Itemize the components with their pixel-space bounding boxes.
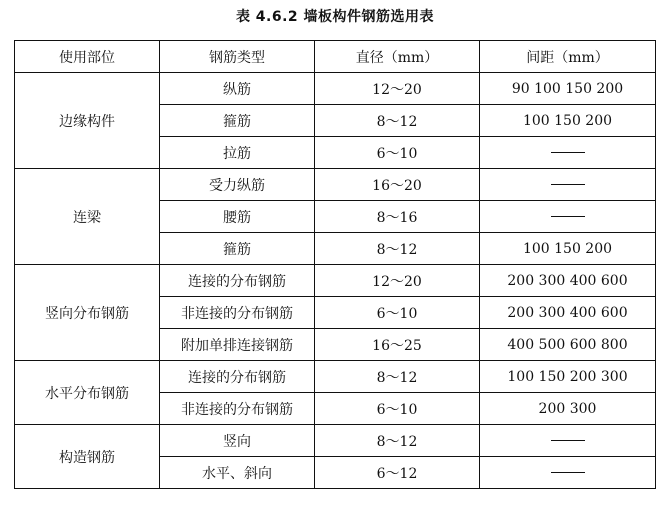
cell-diameter: 6～12 (315, 457, 480, 489)
cell-diameter: 16～25 (315, 329, 480, 361)
table-row (15, 265, 656, 297)
cell-diameter: 6～10 (315, 137, 480, 169)
cell-rebar-type: 附加单排连接钢筋 (160, 329, 315, 361)
cell-rebar-type: 连接的分布钢筋 (160, 361, 315, 393)
cell-part: 水平分布钢筋 (15, 361, 160, 425)
dash-mark (551, 184, 585, 185)
table-row (15, 73, 656, 105)
dash-mark (551, 216, 585, 217)
cell-spacing (480, 201, 656, 233)
cell-spacing: 100 150 200 (480, 105, 656, 137)
cell-diameter: 8～12 (315, 233, 480, 265)
cell-rebar-type: 箍筋 (160, 105, 315, 137)
table-row (15, 361, 656, 393)
cell-part: 构造钢筋 (15, 425, 160, 489)
cell-rebar-type: 非连接的分布钢筋 (160, 393, 315, 425)
cell-rebar-type: 水平、斜向 (160, 457, 315, 489)
cell-rebar-type: 受力纵筋 (160, 169, 315, 201)
cell-rebar-type: 纵筋 (160, 73, 315, 105)
cell-spacing (480, 137, 656, 169)
header-row (15, 41, 656, 73)
table-caption: 表 4.6.2 墙板构件钢筋选用表 (235, 9, 435, 25)
cell-spacing: 100 150 200 300 (480, 361, 656, 393)
cell-part: 边缘构件 (15, 73, 160, 169)
cell-rebar-type: 非连接的分布钢筋 (160, 297, 315, 329)
cell-spacing: 200 300 400 600 (480, 297, 656, 329)
cell-diameter: 8～12 (315, 105, 480, 137)
cell-diameter: 8～12 (315, 425, 480, 457)
header-diameter: 直径（mm） (315, 41, 480, 73)
cell-rebar-type: 箍筋 (160, 233, 315, 265)
cell-spacing (480, 457, 656, 489)
cell-rebar-type: 腰筋 (160, 201, 315, 233)
cell-diameter: 6～10 (315, 393, 480, 425)
dash-mark (551, 472, 585, 473)
rebar-selection-table (14, 40, 656, 489)
cell-spacing: 200 300 400 600 (480, 265, 656, 297)
dash-mark (551, 440, 585, 441)
cell-spacing: 200 300 (480, 393, 656, 425)
cell-spacing: 90 100 150 200 (480, 73, 656, 105)
cell-spacing (480, 425, 656, 457)
cell-rebar-type: 拉筋 (160, 137, 315, 169)
cell-part: 竖向分布钢筋 (15, 265, 160, 361)
table-body (15, 73, 656, 489)
cell-diameter: 8～12 (315, 361, 480, 393)
header-rebar-type: 钢筋类型 (160, 41, 315, 73)
header-spacing: 间距（mm） (480, 41, 656, 73)
cell-rebar-type: 竖向 (160, 425, 315, 457)
cell-diameter: 6～10 (315, 297, 480, 329)
cell-diameter: 8～16 (315, 201, 480, 233)
dash-mark (551, 152, 585, 153)
cell-diameter: 12～20 (315, 73, 480, 105)
table-row (15, 169, 656, 201)
cell-spacing: 400 500 600 800 (480, 329, 656, 361)
table-row (15, 425, 656, 457)
cell-part: 连梁 (15, 169, 160, 265)
cell-diameter: 12～20 (315, 265, 480, 297)
cell-spacing: 100 150 200 (480, 233, 656, 265)
cell-spacing (480, 169, 656, 201)
cell-diameter: 16～20 (315, 169, 480, 201)
cell-rebar-type: 连接的分布钢筋 (160, 265, 315, 297)
header-part: 使用部位 (15, 41, 160, 73)
